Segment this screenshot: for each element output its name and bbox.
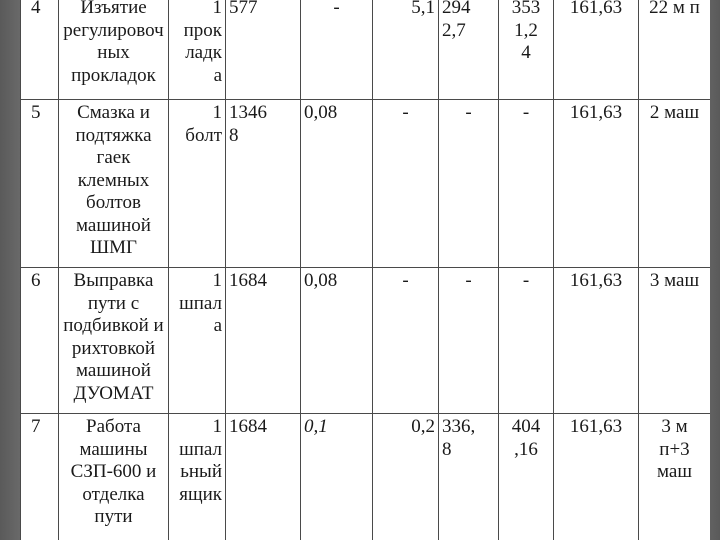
row-number-cell: 5	[21, 100, 59, 268]
value-cell-6: -	[439, 268, 499, 414]
value-cell-9: 22 м п	[639, 0, 711, 100]
table-row	[21, 414, 711, 540]
row-number-cell: 7	[21, 414, 59, 540]
document-sheet	[20, 0, 710, 540]
table-row	[21, 0, 711, 100]
unit-cell: 1 болт	[169, 100, 226, 268]
value-cell-6: -	[439, 100, 499, 268]
value-cell-4: 0,08	[301, 100, 373, 268]
row-number-cell: 6	[21, 268, 59, 414]
value-cell-6: 294 2,7	[439, 0, 499, 100]
value-cell-5: -	[373, 100, 439, 268]
value-cell-3: 1684	[226, 414, 301, 540]
row-number-cell: 4	[21, 0, 59, 100]
operation-cell: Смазка и подтяжка гаек клемных болтов машиной ШМГ	[59, 100, 169, 268]
operation-cell: Выправка пути с подбивкой и рихтовкой машиной ДУОМАТ	[59, 268, 169, 414]
value-cell-8: 161,63	[554, 0, 639, 100]
unit-cell: 1 прок ладк а	[169, 0, 226, 100]
unit-cell: 1 шпал ьный ящик	[169, 414, 226, 540]
unit-cell: 1 шпал а	[169, 268, 226, 414]
value-cell-8: 161,63	[554, 414, 639, 540]
value-cell-3: 577	[226, 0, 301, 100]
value-cell-5: -	[373, 268, 439, 414]
value-cell-7: 404 ,16	[499, 414, 554, 540]
table-row	[21, 100, 711, 268]
operation-cell: Работа машины СЗП-600 и отделка пути	[59, 414, 169, 540]
value-cell-7: -	[499, 268, 554, 414]
value-cell-7: -	[499, 100, 554, 268]
value-cell-9: 3 м п+3 маш	[639, 414, 711, 540]
value-cell-8: 161,63	[554, 100, 639, 268]
value-cell-4: 0,08	[301, 268, 373, 414]
value-cell-6: 336, 8	[439, 414, 499, 540]
value-cell-5: 0,2	[373, 414, 439, 540]
value-cell-9: 3 маш	[639, 268, 711, 414]
value-cell-4: -	[301, 0, 373, 100]
value-cell-3: 1346 8	[226, 100, 301, 268]
operation-cell: Изъятие регулировоч ных прокладок	[59, 0, 169, 100]
value-cell-3: 1684	[226, 268, 301, 414]
works-table	[20, 0, 710, 540]
value-cell-7: 353 1,2 4	[499, 0, 554, 100]
value-cell-5: 5,1	[373, 0, 439, 100]
value-cell-4: 0,1	[301, 414, 373, 540]
value-cell-9: 2 маш	[639, 100, 711, 268]
value-cell-8: 161,63	[554, 268, 639, 414]
table-row	[21, 268, 711, 414]
